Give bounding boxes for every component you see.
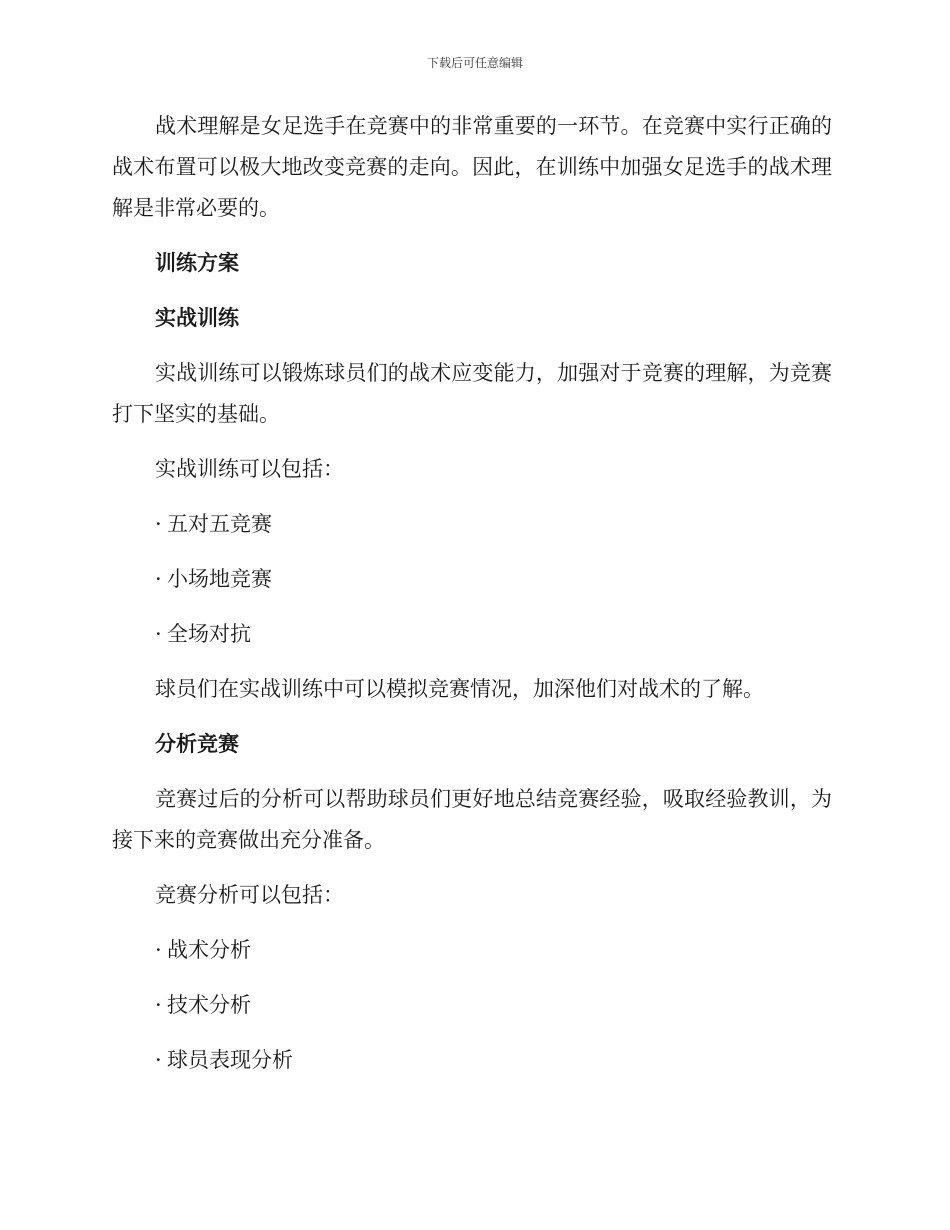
list-item [112, 504, 832, 545]
paragraph-intro: 战术理解是女足选手在竞赛中的非常重要的一环节。在竞赛中实行正确的战术布置可以极大地改变竞赛的走向。因此，在训练中加强女足选手的战术理解是非常必要的。 [112, 114, 832, 220]
bullet-icon: · [155, 993, 162, 1017]
bullet-icon: · [155, 567, 162, 591]
bullet-icon: · [155, 512, 162, 536]
bullet-icon: · [155, 1048, 162, 1072]
list-item-text: 战术分析 [167, 938, 251, 962]
heading-match-analysis: 分析竞赛 [155, 732, 239, 756]
list-item-text: 五对五竞赛 [167, 512, 272, 536]
list-item-text: 技术分析 [167, 993, 251, 1017]
list-item [112, 930, 832, 971]
paragraph-practical-training: 实战训练可以锻炼球员们的战术应变能力，加强对于竞赛的理解，为竞赛打下坚实的基础。 [112, 361, 832, 426]
heading-practical-training: 实战训练 [155, 306, 239, 330]
list-item [112, 985, 832, 1026]
document-body [112, 106, 832, 1095]
paragraph-analysis-includes: 竞赛分析可以包括： [155, 883, 344, 907]
list-item [112, 1040, 832, 1081]
paragraph-simulation: 球员们在实战训练中可以模拟竞赛情况，加深他们对战术的了解。 [155, 677, 764, 701]
list-item [112, 614, 832, 655]
bullet-icon: · [155, 938, 162, 962]
list-item-text: 小场地竞赛 [167, 567, 272, 591]
paragraph-practical-includes: 实战训练可以包括： [155, 457, 344, 481]
heading-training-plan: 训练方案 [155, 251, 239, 275]
page-header: 下载后可任意编辑 [426, 56, 523, 70]
list-item [112, 559, 832, 600]
paragraph-match-analysis: 竞赛过后的分析可以帮助球员们更好地总结竞赛经验，吸取经验教训，为接下来的竞赛做出充分准备。 [112, 787, 832, 852]
bullet-icon: · [155, 622, 162, 646]
list-item-text: 球员表现分析 [167, 1048, 293, 1072]
list-item-text: 全场对抗 [167, 622, 251, 646]
